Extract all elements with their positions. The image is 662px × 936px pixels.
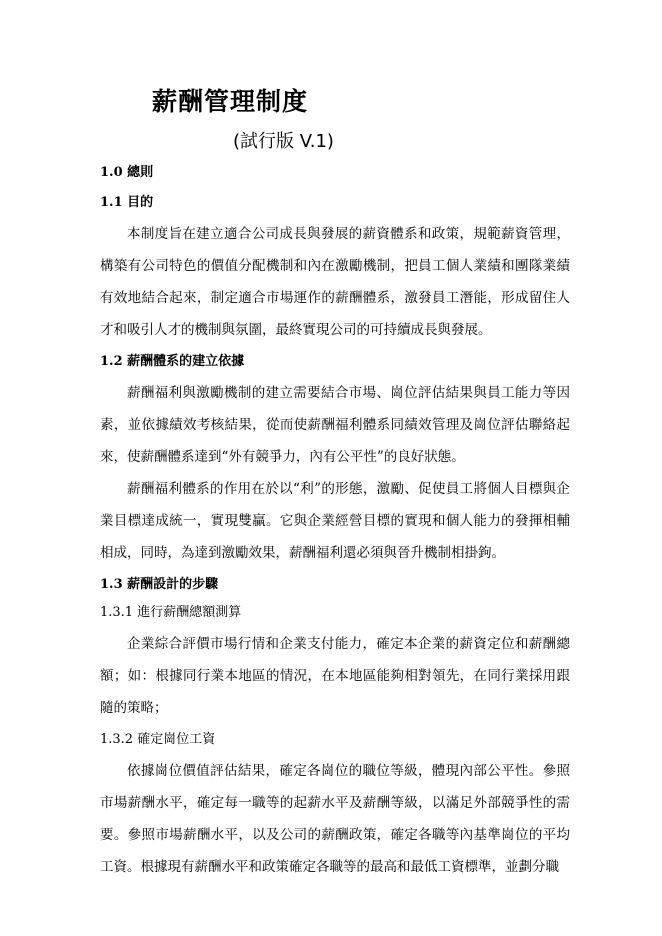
paragraph-total-salary: 企業綜合評價市場行情和企業支付能力，確定本企業的薪資定位和薪酬總額；如：根據同行業本地區的情況，在本地區能夠相對領先，在同行業採用跟隨的策略； xyxy=(100,636,570,716)
paragraph-basis-b: 薪酬福利體系的作用在於以“利”的形態，激勵、促使員工將個人目標與企業目標達成統一，實現雙贏。它與企業經營目標的實現和個人能力的發揮相輔相成，同時，為達到激勵效果，薪酬福利還必須與晉升機制相掛鉤。 xyxy=(100,481,570,561)
section-heading-1-3: 1.3 薪酬設計的步驟 xyxy=(100,577,219,592)
document-subtitle: (試行版 V.1) xyxy=(233,131,334,152)
paragraph-basis-a: 薪酬福利與激勵機制的建立需要結合市場、崗位評估結果與員工能力等因素，並依據績效考核結果，從而使薪酬福利體系同績效管理及崗位評估聯絡起來，使薪酬體系達到“外有競爭力，內有公平性”的良好狀態。 xyxy=(100,385,570,465)
document-title: 薪酬管理制度 xyxy=(152,87,309,116)
paragraph-position-salary: 依據崗位價值評估結果，確定各崗位的職位等級，體現內部公平性。參照市場薪酬水平，確定每一職等的起薪水平及薪酬等級，以滿足外部競爭性的需要。參照市場薪酬水平，以及公司的薪酬政策，確定各職等內基準崗位的平均工資。根據現有薪酬水平和政策確定各職等的最高和最低工資標準，並劃分職 xyxy=(100,763,570,875)
subsection-heading-1-3-2: 1.3.2 確定崗位工資 xyxy=(100,732,216,747)
document-body xyxy=(100,163,570,883)
paragraph-purpose: 本制度旨在建立適合公司成長與發展的薪資體系和政策，規範薪資管理，構築有公司特色的價值分配機制和內在激勵機制，把員工個人業績和團隊業績有效地結合起來，制定適合市場運作的薪酬體系，激發員工潛能，形成留住人才和吸引人才的機制與氛圍，最終實現公司的可持續成長與發展。 xyxy=(100,226,570,338)
section-heading-1-2: 1.2 薪酬體系的建立依據 xyxy=(100,354,245,369)
section-heading-1-0: 1.0 總則 xyxy=(100,165,154,180)
subsection-heading-1-3-1: 1.3.1 進行薪酬總額測算 xyxy=(100,605,242,620)
section-heading-1-1: 1.1 目的 xyxy=(100,195,154,210)
